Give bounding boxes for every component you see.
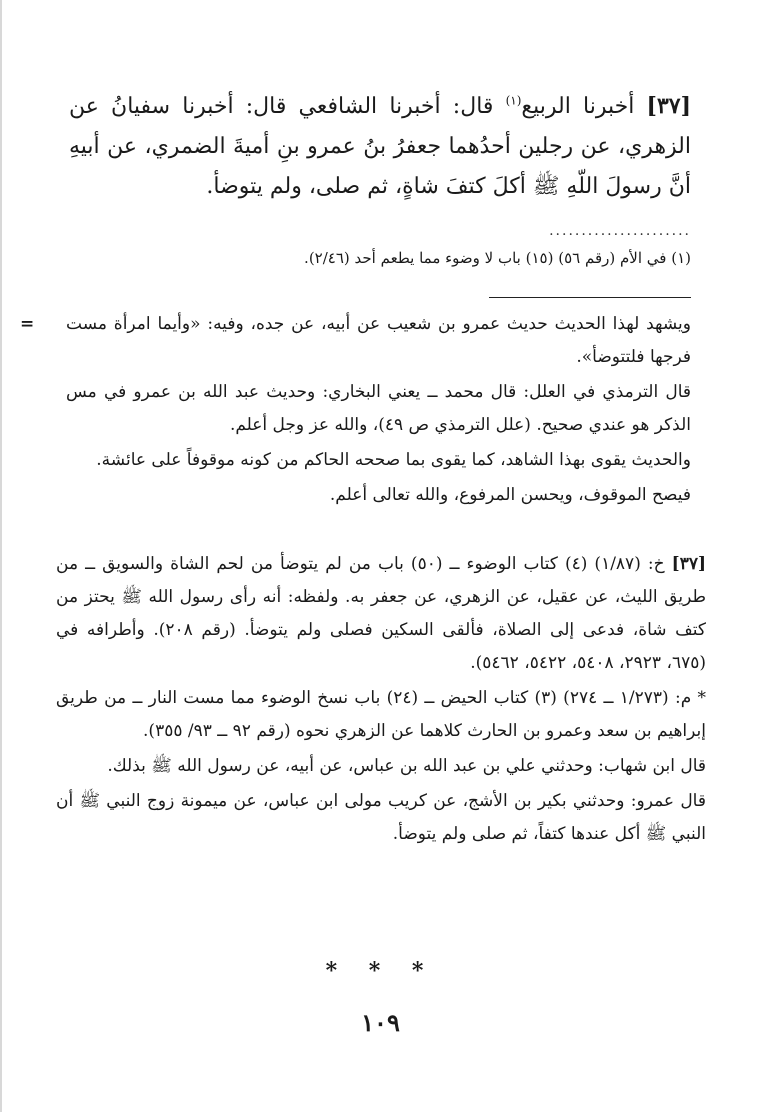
- takhrij-section: [56, 548, 706, 853]
- section-break: * * *: [325, 958, 436, 984]
- hadith-number: [٣٧]: [646, 93, 691, 119]
- hadith-opening: أخبرنا الربيع: [521, 94, 635, 119]
- hadith-paragraph: [69, 86, 691, 207]
- page-edge-line: [0, 0, 2, 1112]
- page-number: ١٠٩: [361, 1008, 400, 1037]
- takhrij-paragraph: قال عمرو: وحدثني بكير بن الأشج، عن كريب مولى ابن عباس، عن ميمونة زوج النبي ﷺ أن النبي ﷺ أكل عندها كتفاً، ثم صلى ولم يتوضأ.: [56, 791, 706, 844]
- hadith-text: [69, 86, 691, 207]
- note-paragraph: قال الترمذي في العلل: قال محمد ــ يعني البخاري: وحديث عبد الله بن عمرو في مس الذكر هو عندي صحيح. (علل الترمذي ص ٤٩)، والله عز وجل أعلم.: [66, 382, 691, 435]
- takhrij-number: [٣٧]: [671, 554, 706, 574]
- section-rule: [489, 297, 691, 298]
- takhrij-paragraph: قال ابن شهاب: وحدثني علي بن عبد الله بن عباس، عن أبيه، عن رسول الله ﷺ بذلك.: [107, 756, 706, 776]
- note-paragraph: فيصح الموقوف، ويحسن المرفوع، والله تعالى أعلم.: [329, 485, 691, 505]
- takhrij-bukhari: خ: (١/٨٧) (٤) كتاب الوضوء ــ (٥٠) باب من لم يتوضأ من لحم الشاة والسويق ــ من طريق الليث، عن عقيل، عن الزهري، عن جعفر به. ولفظه: أنه رأى رسول الله ﷺ يحتز من كتف شاة، فدعى إلى الصلاة، فألقى السكين فصلى ولم يتوضأ. (رقم ٢٠٨). وأطرافه في (٦٧٥، ٢٩٢٣، ٥٤٠٨، ٥٤٢٢، ٥٤٦٢).: [56, 554, 706, 673]
- hadith-body: قال: أخبرنا الشافعي قال: أخبرنا سفيانُ عن الزهري، عن رجلين أحدُهما جعفرُ بنُ عمرو بنِ أميةَ الضمري، عن أبيهِ أنَّ رسولَ اللّهِ ﷺ أكلَ كتفَ شاةٍ، ثم صلى، ولم يتوضأ.: [69, 94, 691, 199]
- takhrij-paragraph: [56, 548, 706, 680]
- takhrij-paragraph: * م: (١/٢٧٣ ــ ٢٧٤) (٣) كتاب الحيض ــ (٢٤) باب نسخ الوضوء مما مست النار ــ من طريق إبراهيم بن سعد وعمرو بن الحارث كلاهما عن الزهري نحوه (رقم ٩٢ ــ ٩٣/ ٣٥٥).: [56, 688, 707, 741]
- note-paragraph: والحديث يقوى بهذا الشاهد، كما يقوى بما صححه الحاكم من كونه موقوفاً على عائشة.: [96, 450, 691, 470]
- footnote: (١) في الأم (رقم ٥٦) (١٥) باب لا وضوء مما يطعم أحد (٢/٤٦).: [304, 249, 691, 267]
- footnote-ref: (١): [505, 93, 522, 108]
- continuation-marker: =: [20, 314, 35, 334]
- note-paragraph: ويشهد لهذا الحديث حديث عمرو بن شعيب عن أبيه، عن جده، وفيه: «وأيما امرأة مست فرجها فلتتوضأ».: [66, 314, 691, 367]
- footnote-separator-dots: ......................: [549, 223, 691, 239]
- commentary-notes: [20, 308, 691, 514]
